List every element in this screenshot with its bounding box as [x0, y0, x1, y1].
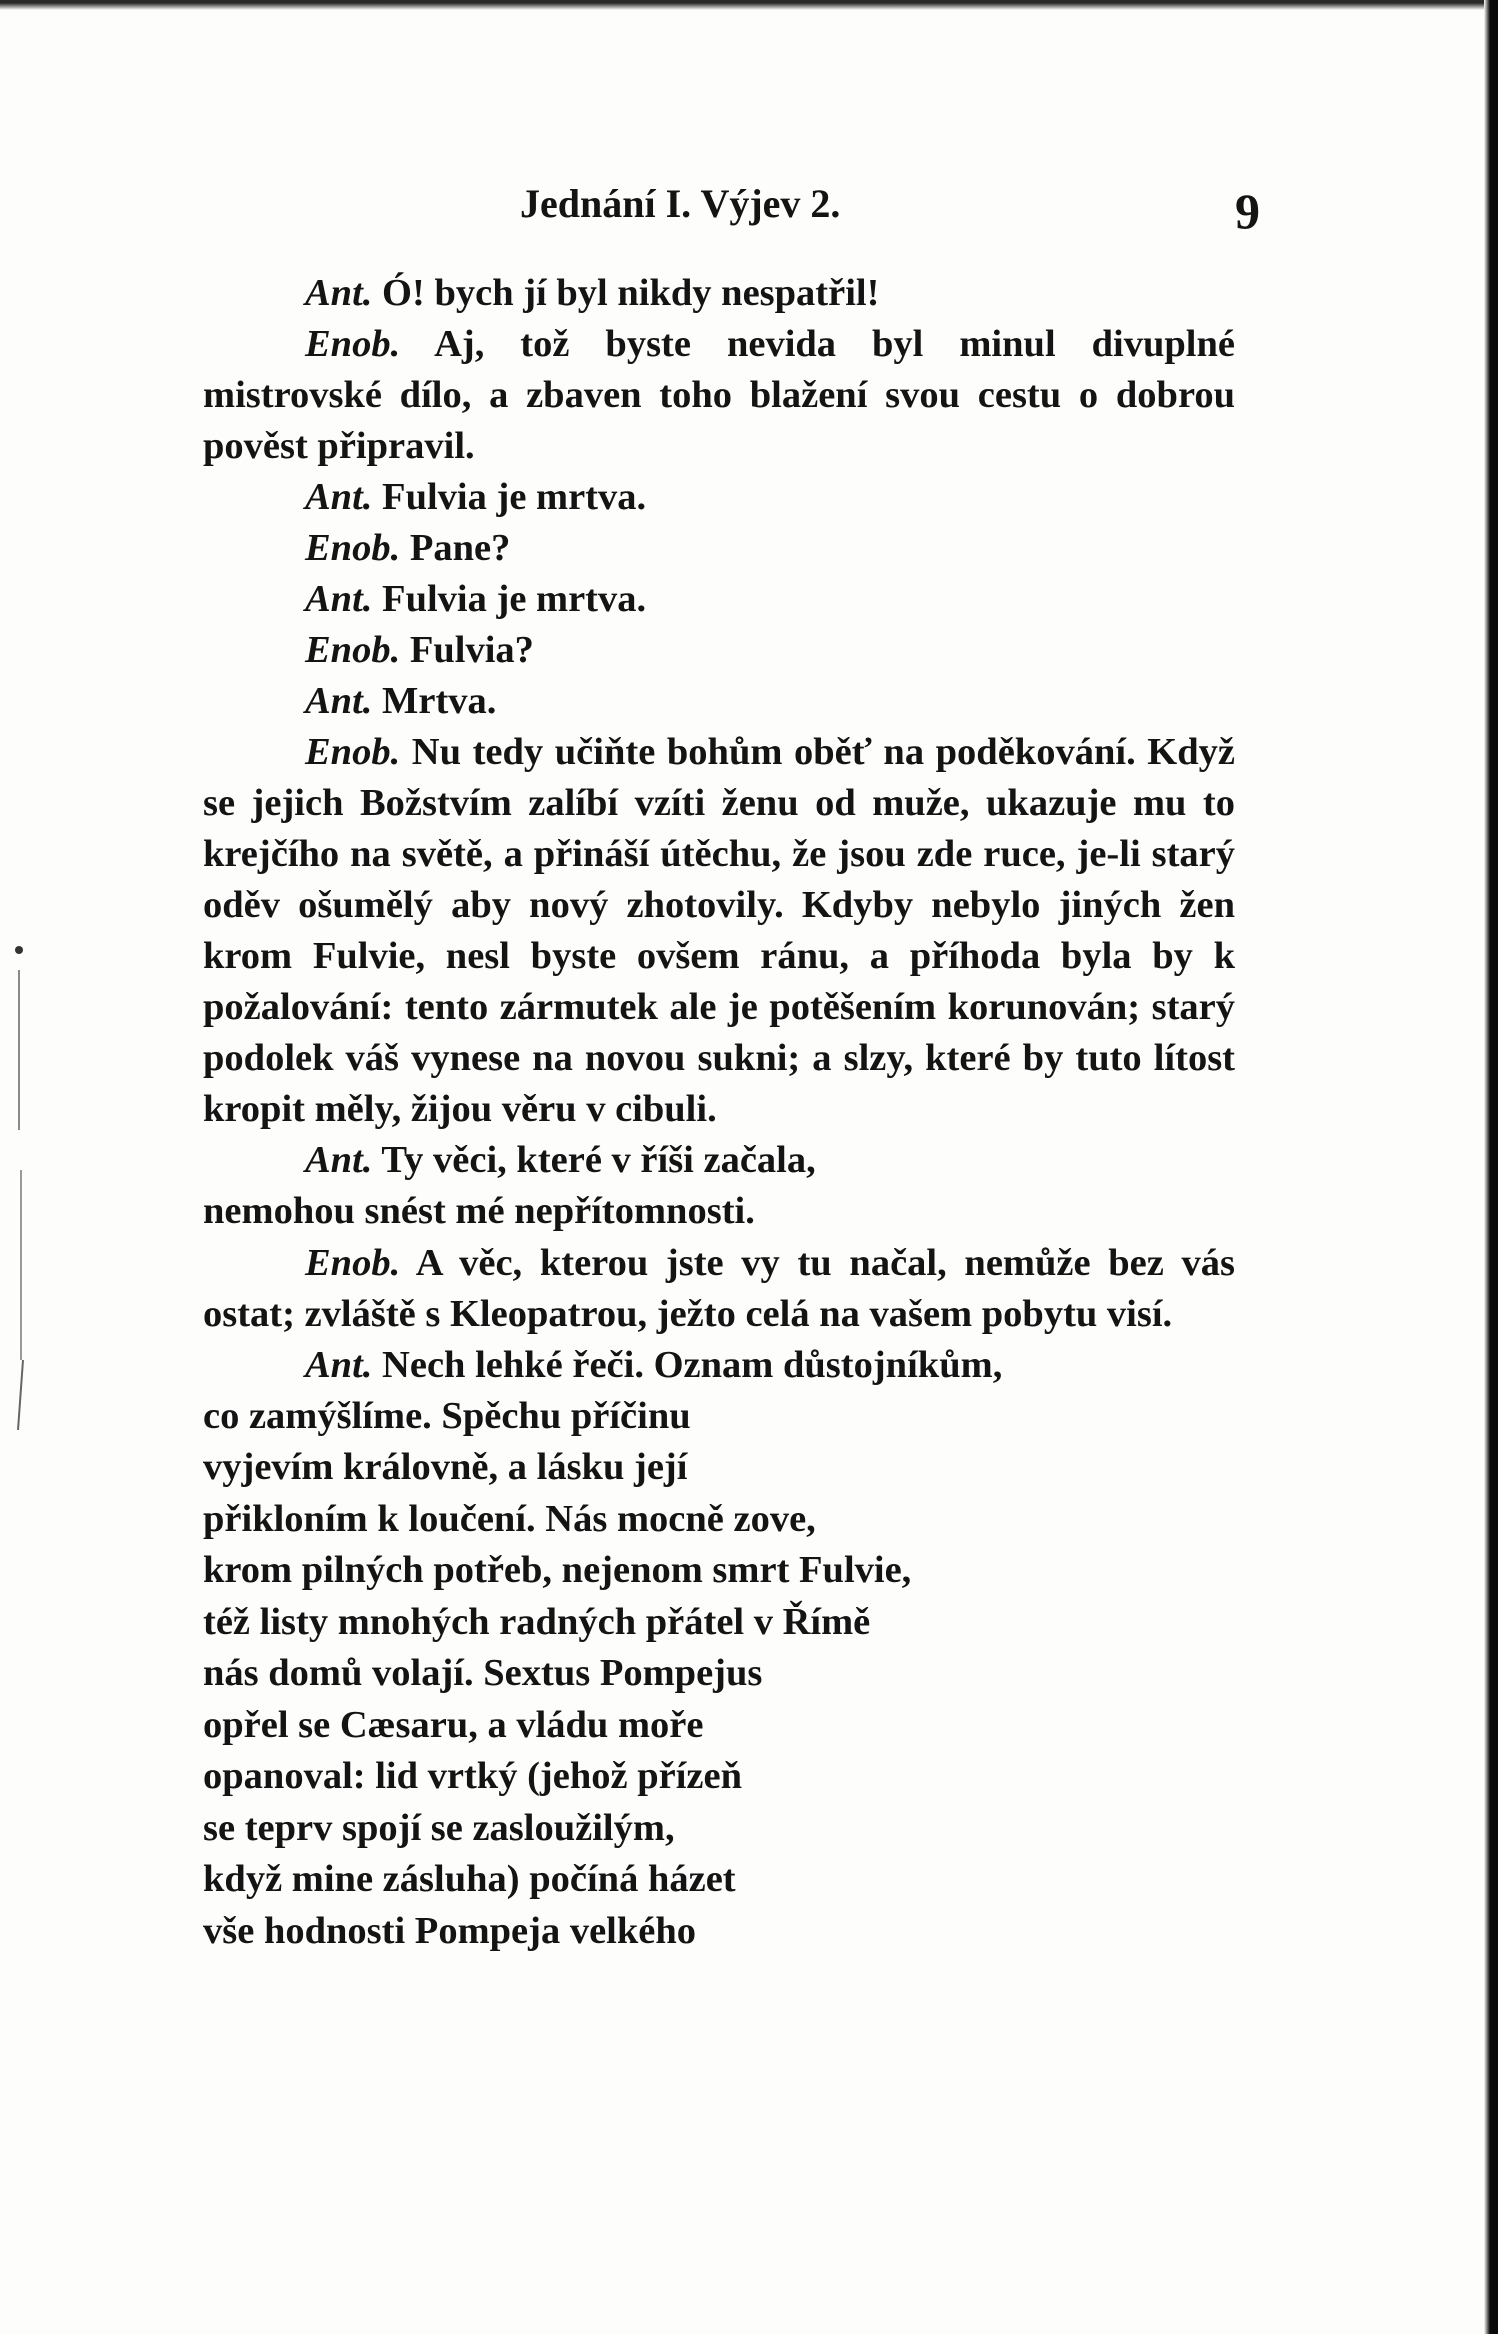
speaker-name: Enob. [305, 1241, 401, 1284]
speech [203, 472, 1235, 523]
speech-text: Fulvia? [400, 629, 534, 671]
verse-line: též listy mnohých radných přátel v Římě [203, 1600, 871, 1643]
speech [203, 319, 1235, 472]
speech-text: Mrtva. [372, 680, 497, 722]
page-body [203, 268, 1235, 1957]
verse-line: vyjevím královně, a lásku její [203, 1446, 688, 1488]
speech [203, 1238, 1235, 1340]
verse-line: co zamýšlíme. Spěchu příčinu [203, 1394, 691, 1437]
scan-top-edge [0, 0, 1498, 10]
speaker-name: Enob. [305, 629, 401, 671]
speaker-name: Ant. [305, 272, 373, 314]
page-number: 9 [1235, 183, 1260, 239]
speech [203, 574, 1235, 625]
verse-line: nás domů volají. Sextus Pompejus [203, 1652, 763, 1694]
speech [203, 676, 1235, 727]
verse-speech [203, 1340, 1235, 1958]
verse-line: přikloním k loučení. Nás mocně zove, [203, 1497, 816, 1540]
verse-line: opanoval: lid vrtký (jehož přízeň [203, 1755, 742, 1797]
speech [203, 727, 1235, 1135]
speaker-name: Enob. [305, 527, 401, 569]
scan-right-edge [1484, 0, 1498, 2334]
verse-line: nemohou snést mé nepřítomnosti. [203, 1190, 755, 1232]
speech [203, 625, 1235, 676]
speech-text: Pane? [400, 527, 511, 569]
speech [203, 268, 1235, 319]
verse-line: vše hodnosti Pompeja velkého [203, 1909, 697, 1952]
verse-line [203, 1340, 1235, 1391]
verse-text: Ty věci, které v říši začala, [372, 1139, 816, 1181]
speaker-name: Ant. [305, 1139, 373, 1181]
page-header [200, 180, 1260, 250]
running-head: Jednání I. Výjev 2. [520, 181, 841, 226]
speech-text: Nu tedy učiňte bohům oběť na poděkování. Když se jejich Božstvím zalíbí vzíti ženu od muže, ukazuje mu to krejčího na světě, a přináší útěchu, že jsou zde ruce, je-li starý oděv ošumělý aby nový zhotovily. Kdyby nebylo jiných žen krom Fulvie, nesl byste ovšem ránu, a příhoda byla by k požalování: tento zármutek ale je potěšením korunován; starý podolek váš vynese na novou sukni; a slzy, které by tuto lítost kropit měly, žijou věru v cibuli. [203, 731, 1235, 1130]
verse-line: krom pilných potřeb, nejenom smrt Fulvie, [203, 1549, 912, 1591]
speech-text: Fulvia je mrtva. [372, 476, 647, 518]
speech-text: Aj, tož byste nevida byl minul divuplné mistrovské dílo, a zbaven toho blažení svou cestu o dobrou pověst připravil. [203, 323, 1235, 467]
binding-mark [10, 940, 28, 1440]
speech-text: Ó! bych jí byl nikdy nespatřil! [372, 272, 880, 314]
verse-line: se teprv spojí se zasloužilým, [203, 1806, 675, 1849]
speech [203, 523, 1235, 574]
verse-speech [203, 1135, 1235, 1238]
speaker-name: Enob. [305, 323, 401, 365]
speaker-name: Ant. [305, 578, 373, 620]
verse-line: když mine zásluha) počíná házet [203, 1858, 736, 1900]
verse-line [203, 1135, 1235, 1186]
speaker-name: Enob. [305, 731, 401, 773]
verse-text: Nech lehké řeči. Oznam důstojníkům, [372, 1343, 1003, 1386]
verse-line: opřel se Cæsaru, a vládu moře [203, 1703, 704, 1746]
speaker-name: Ant. [305, 680, 373, 722]
speaker-name: Ant. [305, 476, 373, 518]
speech-text: A věc, kterou jste vy tu načal, nemůže bez vás ostat; zvláště s Kleopatrou, ježto celá na vašem pobytu visí. [203, 1241, 1235, 1335]
speech-text: Fulvia je mrtva. [372, 578, 647, 620]
speaker-name: Ant. [305, 1343, 373, 1386]
